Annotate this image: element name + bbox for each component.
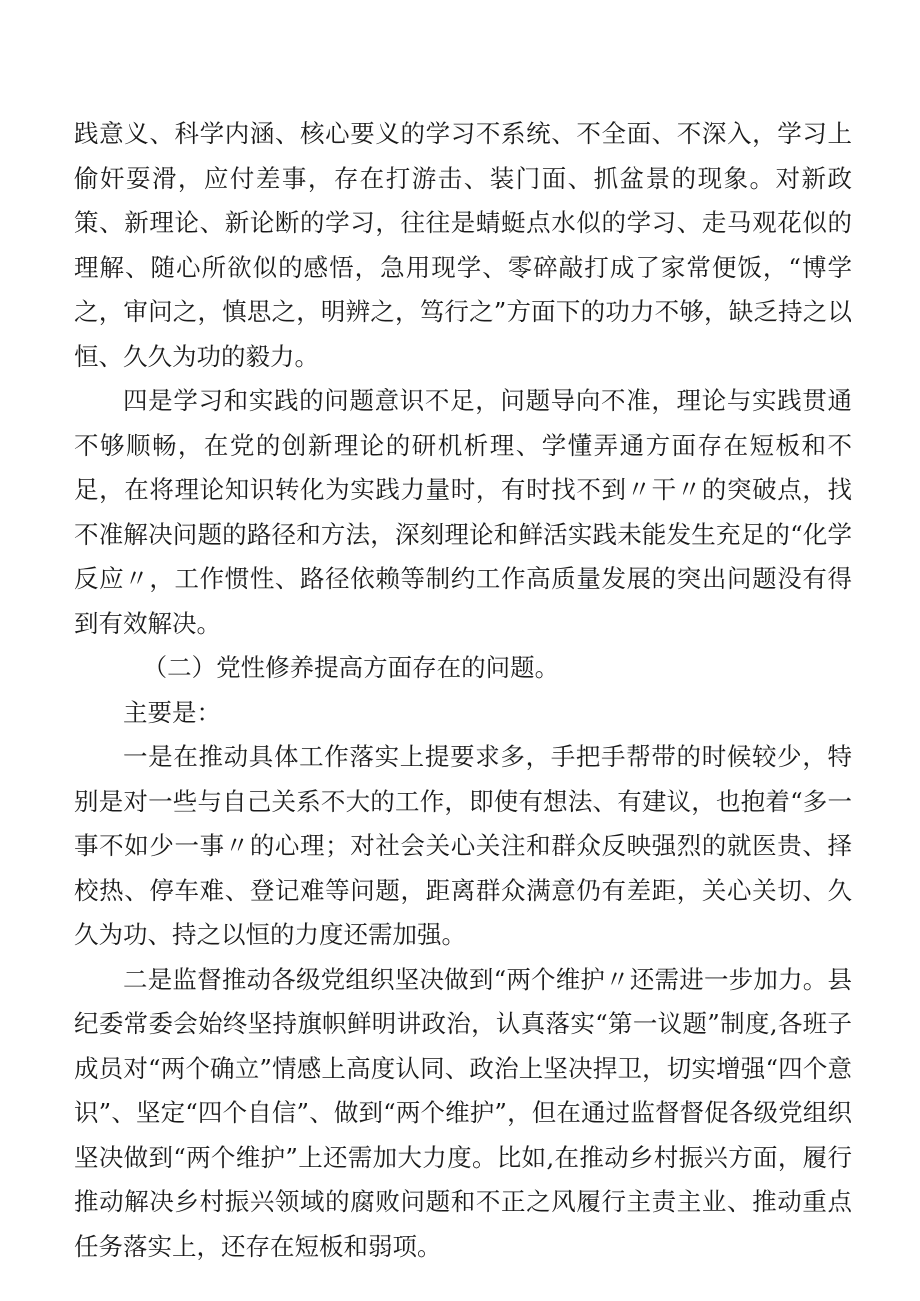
section-heading: （二）党性修养提高方面存在的问题。 bbox=[142, 653, 560, 682]
document-body bbox=[74, 112, 852, 1269]
paragraph-intro: 主要是： bbox=[123, 697, 221, 727]
paragraph-point-one: 一是在推动具体工作落实上提要求多，手把手帮带的时候较少，特别是对一些与自己关系不大的工作，即使有想法、有建议，也抱着“多一事不如少一事〃的心理；对社会关心关注和群众反映强烈的就医贵、择校热、停车难、登记难等问题，距离群众满意仍有差距，关心关切、久久为功、持之以恒的力度还需加强。 bbox=[74, 742, 852, 949]
paragraph-continuation: 践意义、科学内涵、核心要义的学习不系统、不全面、不深入，学习上偷奸耍滑，应付差事，存在打游击、装门面、抓盆景的现象。对新政策、新理论、新论断的学习，往往是蜻蜓点水似的学习、走马观花似的理解、随心所欲似的感悟，急用现学、零碎敲打成了家常便饭，“博学之，审问之，慎思之，明辨之，笃行之”方面下的功力不够，缺乏持之以恒、久久为功的毅力。 bbox=[74, 119, 852, 371]
paragraph-point-four: 四是学习和实践的问题意识不足，问题导向不准，理论与实践贯通不够顺畅，在党的创新理论的研机析理、学懂弄通方面存在短板和不足，在将理论知识转化为实践力量时，有时找不到〃干〃的突破点，找不准解决问题的路径和方法，深刻理论和鲜活实践未能发生充足的“化学反应〃，工作惯性、路径依赖等制约工作高质量发展的突出问题没有得到有效解决。 bbox=[74, 386, 852, 638]
paragraph-point-two: 二是监督推动各级党组织坚决做到“两个维护〃还需进一步加力。县纪委常委会始终坚持旗帜鲜明讲政治，认真落实“第一议题”制度,各班子成员对“两个确立”情感上高度认同、政治上坚决捍卫，切实增强“四个意识”、坚定“四个自信”、做到“两个维护”，但在通过监督督促各级党组织坚决做到“两个维护”上还需加大力度。比如,在推动乡村振兴方面，履行推动解决乡村振兴领域的腐败问题和不正之风履行主责主业、推动重点任务落实上，还存在短板和弱项。 bbox=[74, 964, 852, 1261]
